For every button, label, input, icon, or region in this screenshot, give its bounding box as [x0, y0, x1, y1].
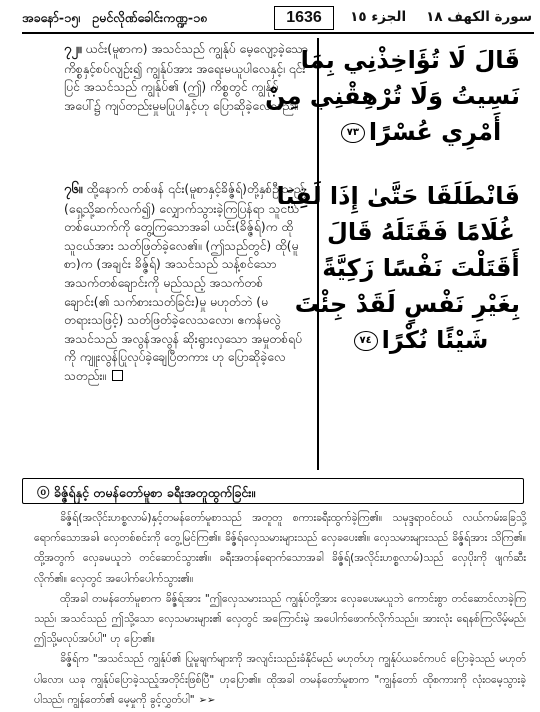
verse-72-number: ၇၂။	[64, 42, 82, 57]
footnote-body	[34, 508, 526, 711]
footnote-section	[22, 478, 526, 706]
footnote-paragraph-text: ခိဇ္ဇ်ရ်က "အသင်သည် ကျွန်ုပ်၏ ပြုမူချက်များကို အလျင်းသည်းခံနိုင်မည် မဟုတ်ဟု ကျွန်ုပ်ယခင်ကပင် ပြောခဲ့သည် မဟုတ်ပါလော၊ ယခု ကျွန်ုပ်ပြောခဲ့သည့်အတိုင်းဖြစ်ပြီ" ဟုပြော၏။ ထိုအခါ တမန်တော်မူစာက "ကျွန်တော် ထိုစကားကို လုံးဝမေ့သွားခဲ့ပါသည်၊ ကျွန်တော်၏ မေ့မှုကို ခွင့်လွှတ်ပါ"	[34, 653, 526, 706]
arabic-line-text: شَيْئًا نُكْرًا	[381, 326, 489, 354]
arabic-line	[322, 114, 520, 150]
footnote-paragraph: ထိုအခါ တမန်တော်မူစာက ခိဇ္ဇ်ရ်အား "ဤလှေသမားသည် ကျွန်ုပ်တို့အား လှေခပေးမယူဘဲ ကောင်းစွာ တင်ဆောင်လာခဲ့ကြသည်၊ အသင်သည် ဤသို့သော လှေသမားများ၏ လှေတွင် အကြောင်းမဲ့ အပေါက်ဖောက်လိုက်သည်။ အားလုံး ရေနစ်ကြလိမ့်မည်၊ ဤသို့မလုပ်အပ်ပါ" ဟု ပြော၏။	[34, 592, 526, 646]
verse-76-translation	[64, 180, 308, 386]
juz-label: الجزء ١٥	[350, 9, 407, 25]
arabic-line: نَسِيتُ وَلَا تُرْهِقْنِي مِنْ	[265, 82, 520, 110]
arabic-line: قَالَ لَا تُؤَاخِذْنِي بِمَا	[300, 46, 520, 74]
arabic-line: بِغَيْرِ نَفْسٍ لَقَدْ جِئْتَ	[294, 290, 520, 318]
footnote-title-bar	[22, 478, 524, 504]
footnote-paragraph	[34, 649, 526, 711]
footnote-marker: ⓞ	[37, 485, 50, 500]
arabic-line: فَانْطَلَقَا حَتَّىٰ إِذَا لَقِيَا	[276, 182, 520, 210]
page-number: 1636	[274, 6, 334, 30]
footnote-title-text: ခိဇ္ဇ်ရ်နှင့် တမန်တော်မူစာ ခရီးအတူထွက်ခြင်း။	[53, 485, 256, 500]
footnote-paragraph: ခိဇ္ဇ်ရ်(အလိုင်းဟစ္စလာမ်)နှင့်တမန်တော်မူစာသည် အတူတူ စကားခရီးထွက်ခဲ့ကြ၏။ သမုဒ္ဒရာဝင်ဝယ် လယ်ကမ်းခြေသို့ ရောက်သောအခါ၊ လှေတစ်စင်းကို တွေ့မြင်ကြ၏။ ခိဇ္ဇ်ရ်လှေသမားများသည် လှေခပေး၏။ လှေသမားများသည် ခိဇ္ဇ်ရ်အား သိကြ၏။ ထို့အတွက် လှေခမယူဘဲ တင်ဆောင်သွား၏။ ခရီးအတန်ရောက်သောအခါ ခိဇ္ဇ်ရ်(အလိုင်းဟစ္စလာမ်)သည် လှေပိုးကို ဖျက်ဆီးလိုက်၏။ လှေတွင် အပေါက်ပေါက်သွား၏။	[34, 512, 526, 585]
surah-label-myanmar: ဥမင်လိုဏ်ခေါင်းကဏ္ဍ-၁၈	[92, 10, 208, 25]
verse-76-number: ၇၆။	[64, 182, 83, 197]
ayah-number-mark: ٧٣	[341, 123, 365, 143]
verse-72-arabic	[265, 42, 520, 150]
surah-name: سورة الكهف ١٨	[426, 9, 532, 25]
header-right	[350, 9, 532, 25]
footnote-title	[37, 483, 255, 504]
arabic-line: أَقَتَلْتَ نَفْسًا زَكِيَّةً	[322, 254, 520, 282]
footnote-marker-box	[112, 370, 123, 381]
header-left	[22, 10, 207, 29]
arabic-line: غُلَامًا فَقَتَلَهُ قَالَ	[327, 218, 515, 246]
verse-76-text: ထို့နောက် တစ်ဖန် ၎င်း(မူစာနှင့်ခိဇ္ဇ်ရ်)တို့နှစ်ဦးသည် (ရှေ့သို့ဆက်လက်၍) လျှောက်သွားခဲ့ကြပြန်ရာ သူငယ်တစ်ယောက်ကို တွေ့ကြသောအခါ ယင်း(ခိဇ္ဇ်ရ်)က ထိုသူငယ်အား သတ်ဖြတ်ခဲ့လေ၏။ (ဤသည်တွင်) ထို(မူစာ)က (အချင်း ခိဇ္ဇ်ရ်) အသင်သည် သန့်စင်သော အသက်တစ်ချောင်းကို မည်သည့် အသက်တစ်ချောင်း(၏ သက်စားသတ်ခြင်း)မှု မဟုတ်ဘဲ (မတရားသဖြင့်) သတ်ဖြတ်ခဲ့လေသလော၊ ဧကန်မလွဲ အသင်သည် အလွန်အလွန် ဆိုးရွားလှသော အမှုတစ်ရပ်ကို ကျူးလွန်ပြုလုပ်ခဲ့ချေပြီတကား ဟု ပြောဆိုခဲ့လေသတည်း။	[64, 182, 306, 383]
verse-72-text: ယင်း(မူစာက) အသင်သည် ကျွန်ုပ် မေ့လျော့ခဲ့သော ကိစ္စနှင့်စပ်လျဉ်း၍ ကျွန်ုပ်အား အရေးမယူပါလေနှင့်၊ ၎င်းပြင် အသင်သည် ကျွန်ုပ်၏ (ဤ) ကိစ္စတွင် ကျွန်ုပ်အပေါ်၌ ကျပ်တည်းမှုမပြုပါနှင့်ဟု ပြောဆိုခဲ့လေသည်။	[64, 42, 308, 113]
arabic-line	[322, 322, 520, 358]
arabic-line-text: أَمْرِي عُسْرًا	[368, 118, 502, 146]
ayah-number-mark: ٧٤	[354, 331, 378, 351]
verse-76-arabic	[276, 178, 520, 358]
page-header	[22, 6, 534, 34]
part-label: အခနော်-၁၅၊	[22, 10, 81, 25]
continued-arrow-icon: ➢➢	[198, 694, 216, 706]
